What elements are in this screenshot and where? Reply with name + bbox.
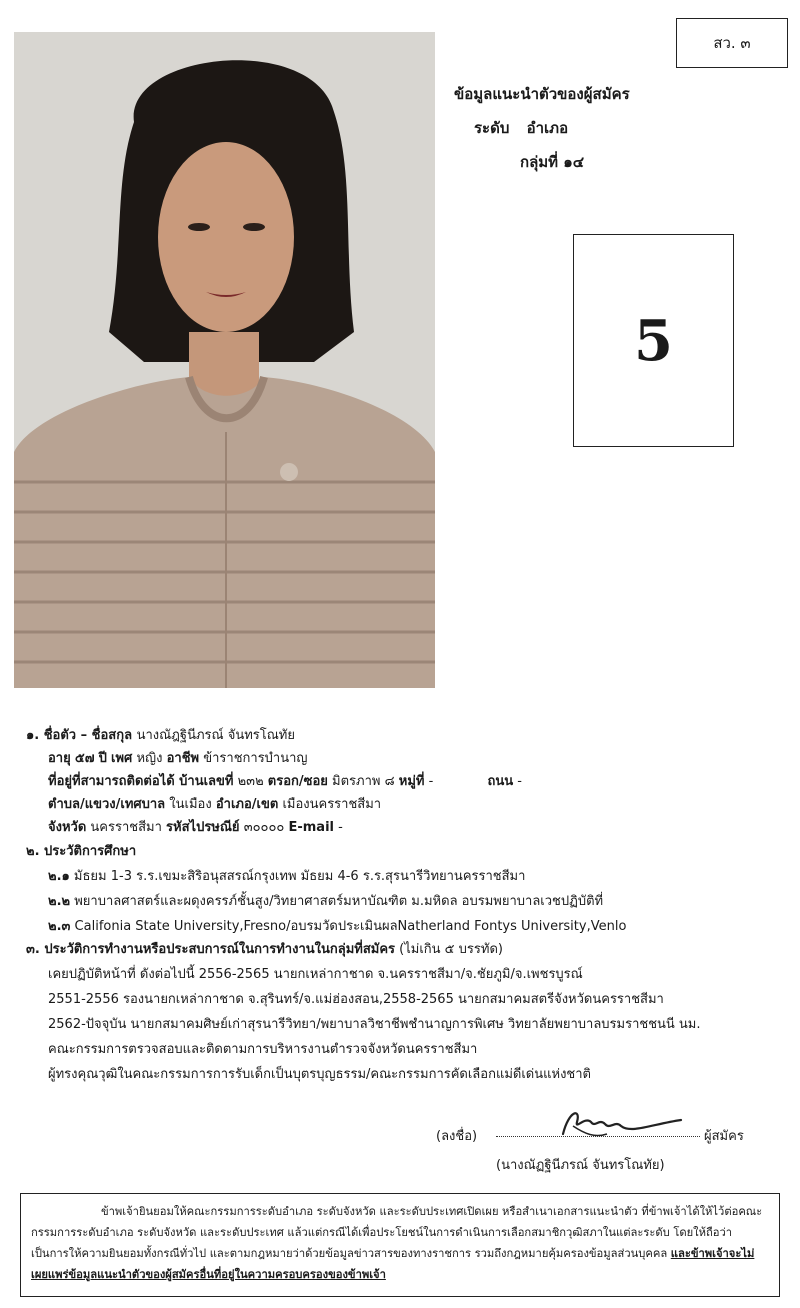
education-item-no: ๒.๑ [48,869,70,884]
province-value: นครราชสีมา [90,820,162,835]
portrait-illustration [14,32,435,688]
section1-row-age [48,748,308,769]
education-item [48,866,525,887]
section1-row-tambon [48,794,381,815]
amphoe-value: เมืองนครราชสีมา [282,797,382,812]
candidate-name: นางณัฎฐินีภรณ์ จันทรโณทัย [136,728,295,743]
occupation-label: อาชีพ [166,751,200,766]
handwritten-signature [555,1104,685,1144]
address-label: ที่อยู่ที่สามารถติดต่อได้ บ้านเลขที่ [48,774,234,789]
header-level [474,116,568,140]
email-value: - [338,820,343,835]
signer-printed-name: (นางณัฏฐินีภรณ์ จันทรโณทัย) [496,1158,665,1173]
amphoe-label: อำเภอ/เขต [215,797,279,812]
section1-heading: ๑. ชื่อตัว – ชื่อสกุล [26,728,133,743]
work-history-line: 2562-ปัจจุบัน นายกสมาคมศิษย์เก่าสุรนารีวิทยา/พยาบาลวิชาชีพชำนาญการพิเศษ วิทยาลัยพยาบาลบรมราชชนนี นม. [48,1017,701,1032]
road-label: ถนน [487,774,514,789]
section1-row-name [26,725,295,746]
level-value: อำเภอ [526,119,569,137]
consent-box [20,1193,780,1297]
education-item-no: ๒.๓ [48,919,71,934]
house-no: ๒๓๒ [237,774,264,789]
occupation-value: ข้าราชการบำนาญ [203,751,308,766]
section3-heading-row [26,939,503,960]
section1-row-address [48,771,522,792]
candidate-number: 5 [634,307,673,374]
form-code-box [676,18,788,68]
postal-label: รหัสไปรษณีย์ [166,820,240,835]
soi-value: มิตรภาพ ๘ [332,774,395,789]
tambon-value: ในเมือง [169,797,212,812]
level-label: ระดับ [474,119,510,137]
section2-heading: ๒. ประวัติการศึกษา [26,844,137,859]
signer-role: ผู้สมัคร [704,1129,744,1144]
work-history-line: คณะกรรมการตรวจสอบและติดตามการบริหารงานตำรวจจังหวัดนครราชสีมา [48,1042,478,1057]
consent-emphasis: และข้าพเจ้าจะไม่เผยแพร่ข้อมูลแนะนำตัวของผู้สมัครอื่นที่อยู่ในความครอบครองของข้าพเจ้า [31,1247,755,1281]
header-title: ข้อมูลแนะนำตัวของผู้สมัคร [454,85,630,103]
soi-label: ตรอก/ซอย [267,774,328,789]
province-label: จังหวัด [48,820,87,835]
postal-value: ๓๐๐๐๐ [243,820,285,835]
year-label: ปี [98,751,107,766]
education-item-text: พยาบาลศาสตร์และผดุงครรภ์ชั้นสูง/วิทยาศาสตร์มหาบัณฑิต ม.มหิดล อบรมพยาบาลเวชปฏิบัติที่ [74,894,604,909]
sex-label: เพศ [111,751,133,766]
consent-text: ข้าพเจ้ายินยอมให้คณะกรรมการระดับอำเภอ ระดับจังหวัด และระดับประเทศเปิดเผย หรือสำเนาเอกสารแนะนำตัว ที่ข้าพเจ้าได้ให้ไว้ต่อคณะกรรมการระดับอำเภอ ระดับจังหวัด และระดับประเทศ แล้วแต่กรณีได้เพื่อประโยชน์ในการดำเนินการเลือกสมาชิกวุฒิสภาในแต่ละระดับ โดยให้ถือว่าเป็นการให้ความยินยอมทั้งกรณีทั่วไป และตามกฎหมายว่าด้วยข้อมูลข่าวสารของทางราชการ รวมถึงกฎหมายคุ้มครองข้อมูลส่วนบุคคล [31,1205,763,1260]
education-item-text: มัธยม 1-3 ร.ร.เขมะสิริอนุสสรณ์กรุงเทพ มัธยม 4-6 ร.ร.สุรนารีวิทยานครราชสีมา [73,869,526,884]
header-group: กลุ่มที่ ๑๔ [520,153,585,171]
sign-label: (ลงชื่อ) [436,1129,478,1144]
candidate-photo [14,32,435,688]
candidate-number-box [573,234,734,447]
education-item [48,916,626,937]
consent-paragraph [31,1201,769,1285]
email-label: E-mail [288,820,334,835]
form-code: สว. ๓ [713,34,751,52]
work-history-line: เคยปฏิบัติหน้าที่ ดังต่อไปนี้ 2556-2565 นายกเหล่ากาชาด จ.นครราชสีมา/จ.ชัยภูมิ/จ.เพชรบูรณ์ [48,967,583,982]
education-item-text: Califonia State University,Fresno/อบรมวัดประเมินผลNatherland Fontys University,Venlo [74,919,627,934]
tambon-label: ตำบล/แขวง/เทศบาล [48,797,166,812]
moo-value: - [428,774,434,789]
section3-note: (ไม่เกิน ๕ บรรทัด) [399,942,503,957]
section1-row-province [48,817,343,838]
road-value: - [517,774,522,789]
work-history-line: 2551-2556 รองนายกเหล่ากาชาด จ.สุรินทร์/จ.แม่ฮ่องสอน,2558-2565 นายกสมาคมสตรีจังหวัดนครราชสีมา [48,992,664,1007]
age-label: อายุ [48,751,71,766]
section3-heading: ๓. ประวัติการทำงานหรือประสบการณ์ในการทำงานในกลุ่มที่สมัคร [26,942,396,957]
sex-value: หญิง [136,751,163,766]
education-item-no: ๒.๒ [48,894,71,909]
work-history-line: ผู้ทรงคุณวุฒิในคณะกรรมการการรับเด็กเป็นบุตรบุญธรรม/คณะกรรมการคัดเลือกแม่ดีเด่นแห่งชาติ [48,1067,591,1082]
moo-label: หมู่ที่ [398,774,425,789]
age-value: ๕๗ [74,751,95,766]
education-item [48,891,603,912]
